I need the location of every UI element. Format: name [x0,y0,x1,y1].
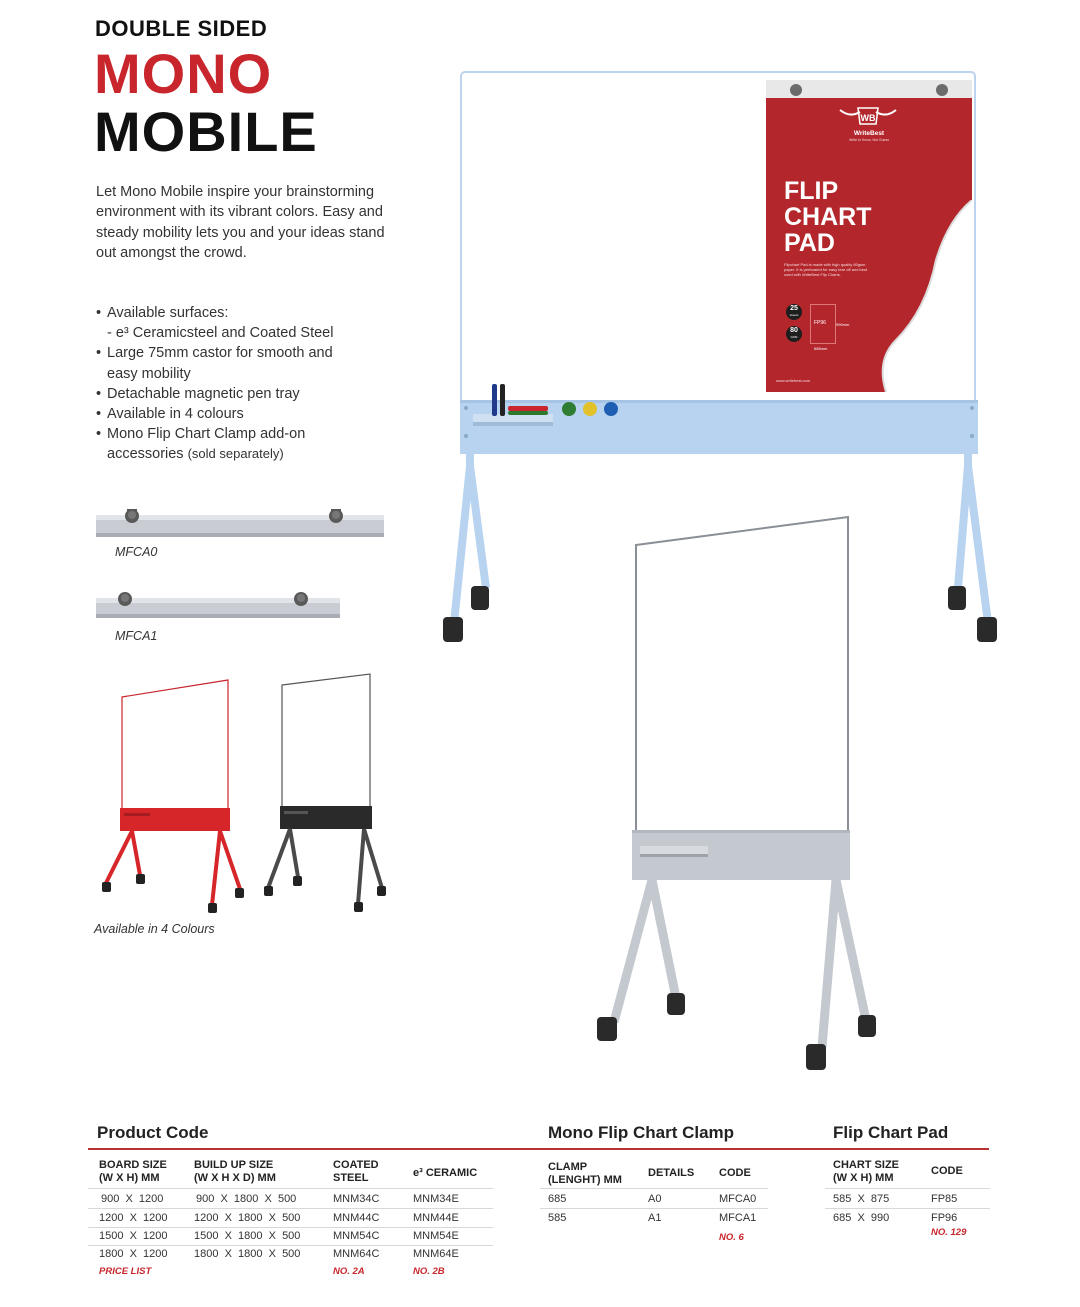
black-whiteboard-image [260,670,390,915]
row-divider [88,1227,493,1228]
pad-title: FLIP CHART PAD [784,177,872,257]
table-cell: FP85 [931,1193,958,1205]
col-header-code: CODE [719,1167,751,1179]
pad-code: FP96 [814,320,826,326]
col-header-coated-steel: COATED STEEL [333,1159,379,1184]
castor-icon [471,586,489,610]
table-cell: 1200 X 1200 [99,1212,168,1224]
feature-continuation: easy mobility [107,365,191,382]
clamp-a1-image [94,590,342,622]
magnet-icon [562,402,576,416]
product-title-line1: MONO [94,42,273,105]
marker-icon [492,384,497,416]
red-whiteboard-image [100,675,245,915]
clamp-knob-icon [790,84,802,96]
castor-icon [858,1015,876,1037]
intro-paragraph: Let Mono Mobile inspire your brainstorming environment with its vibrant colors. Easy and steady mobility lets you and your ideas stand out amongst the crowd. [96,184,385,261]
section-rule [493,1148,783,1150]
table-cell: MFCA1 [719,1212,757,1224]
knob-icon [294,592,308,606]
page-curl-image [866,200,972,392]
knob-icon [125,509,139,523]
table-cell: A0 [648,1193,662,1205]
pad-url: www.writebest.com [776,378,811,383]
clamp-knob-icon [936,84,948,96]
table-cell: MNM34E [413,1193,459,1205]
pad-description: Flipchart Pad is made with high quality 80gsm paper. It is perforated for easy tear off and best used with WriteBest Flip Charts. [784,262,868,277]
feature-item: • Available in 4 colours [96,406,244,423]
magnet-icon [604,402,618,416]
col-header-chart-size: CHART SIZE (W X H) MM [833,1159,899,1184]
table-cell: MNM54E [413,1230,459,1242]
pad-height: 990mm [836,322,850,327]
row-divider [540,1208,768,1209]
col-header-build-up-size: BUILD UP SIZE (W X H X D) MM [194,1159,276,1184]
table-cell: 900 X 1200 [101,1193,164,1205]
table-cell: 900 X 1800 X 500 [196,1193,297,1205]
row-divider [825,1208,990,1209]
castor-icon [948,586,966,610]
feature-item: • Mono Flip Chart Clamp add-on [96,426,306,443]
table-cell: MNM64E [413,1248,459,1260]
knob-icon [118,592,132,606]
feature-subitem: - e³ Ceramicsteel and Coated Steel [107,325,334,342]
row-divider [540,1188,768,1189]
gsm-badge: 80 GSM [786,326,802,342]
feature-list [96,303,396,465]
sheets-badge: 25 sheets [786,304,802,320]
table-cell: MNM44C [333,1212,380,1224]
marker-icon [508,406,548,411]
castor-icon [667,993,685,1015]
marker-icon [508,411,548,415]
feature-item: • Available surfaces: [96,305,229,321]
row-divider [88,1245,493,1246]
col-header-board-size: BOARD SIZE (W X H) MM [99,1159,167,1184]
price-list-ref: PRICE LIST [99,1266,152,1277]
svg-text:WB: WB [860,113,876,123]
table-cell: 1800 X 1200 [99,1248,168,1260]
colours-caption: Available in 4 Colours [94,922,215,936]
product-code-title: Product Code [97,1123,209,1142]
table-cell: MNM34C [333,1193,380,1205]
feature-item: • Detachable magnetic pen tray [96,385,300,402]
table-cell: 685 X 990 [833,1212,890,1224]
price-list-ref: NO. 2A [333,1266,365,1277]
row-divider [88,1188,493,1189]
feature-item: • Large 75mm castor for smooth and [96,345,333,362]
product-title-line2: MOBILE [94,100,318,163]
castor-icon [806,1044,826,1070]
pad-tagline: Write to Know, Not Guess [848,138,889,142]
magnet-icon [583,402,597,416]
col-header-ceramic: e³ CERAMIC [413,1167,478,1179]
grey-whiteboard-image [590,512,890,1077]
section-rule [88,1148,493,1150]
table-cell: MNM54C [333,1230,380,1242]
feature-continuation: accessories (sold separately) [107,446,284,463]
pad-table-title: Flip Chart Pad [833,1123,949,1142]
row-divider [88,1208,493,1209]
table-cell: 585 [548,1212,567,1224]
clamp-a0-image [94,505,386,541]
castor-icon [597,1017,617,1041]
price-list-ref: NO. 2B [413,1266,445,1277]
table-cell: 585 X 875 [833,1193,890,1205]
price-list-ref: NO. 6 [719,1232,744,1243]
pad-width: 685mm [814,346,828,351]
table-cell: 685 [548,1193,567,1205]
col-header-code: CODE [931,1165,963,1177]
clamp-a0-caption: MFCA0 [115,545,158,559]
price-list-ref: NO. 129 [931,1227,967,1238]
row-divider [825,1188,990,1189]
table-cell: 1500 X 1200 [99,1230,168,1242]
pad-brand: WriteBest [853,130,885,137]
col-header-clamp-length: CLAMP (LENGHT) MM [548,1161,622,1186]
table-cell: 1800 X 1800 X 500 [194,1248,301,1260]
castor-icon [443,617,463,642]
clamp-a1-caption: MFCA1 [115,629,158,643]
kicker-title: DOUBLE SIDED [95,16,268,41]
marker-icon [500,384,505,416]
writebest-logo [836,104,900,130]
table-cell: A1 [648,1212,662,1224]
table-cell: MNM64C [333,1248,380,1260]
castor-icon [977,617,997,642]
clamp-table-title: Mono Flip Chart Clamp [548,1123,735,1142]
section-rule [783,1148,989,1150]
table-cell: 1500 X 1800 X 500 [194,1230,301,1242]
table-cell: MNM44E [413,1212,459,1224]
table-cell: MFCA0 [719,1193,757,1205]
table-cell: 1200 X 1800 X 500 [194,1212,301,1224]
table-cell: FP96 [931,1212,958,1224]
knob-icon [329,509,343,523]
flip-chart-pad-image [766,80,972,392]
col-header-details: DETAILS [648,1167,695,1179]
